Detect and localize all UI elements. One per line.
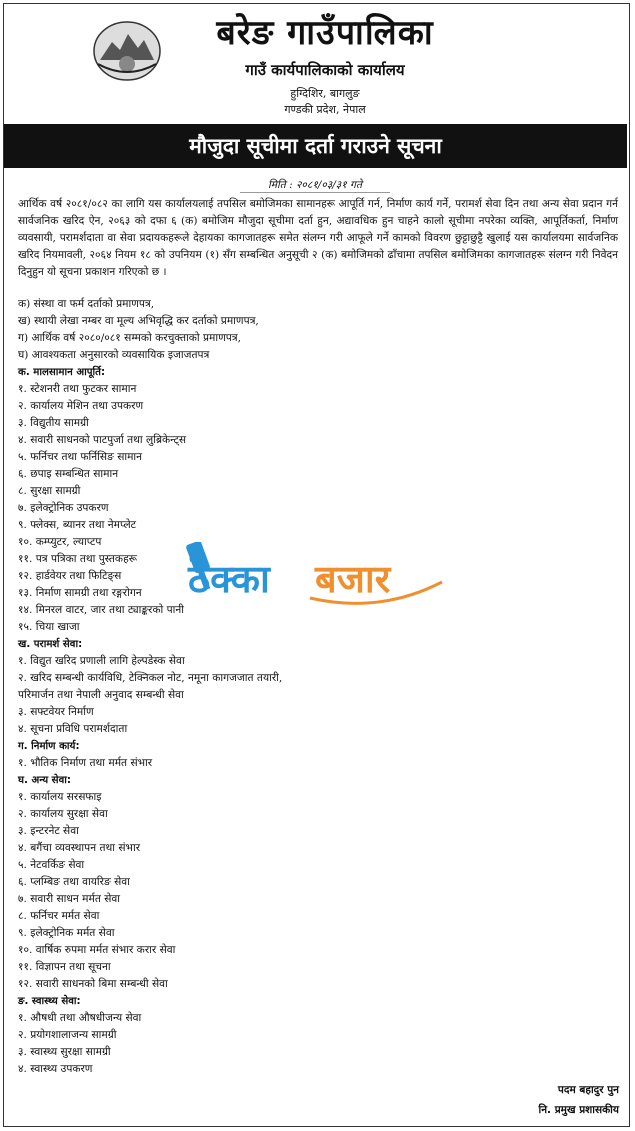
signatory-name: पदम बहादुर पुन	[557, 1084, 619, 1096]
svg-text:ठेक्का: ठेक्का	[188, 557, 270, 601]
list-item: परिमार्जन तथा नेपाली अनुवाद सम्बन्धी सेवा	[18, 689, 184, 701]
list-item: १०. कम्प्युटर, ल्याप्टप	[18, 536, 102, 548]
signatory-designation: नि. प्रमुख प्रशासकीय	[538, 1104, 619, 1116]
list-item: ९. फ्लेक्स, ब्यानर तथा नेमप्लेट	[18, 519, 136, 531]
list-item: ४. सूचना प्रविधि परामर्शदाता	[18, 723, 128, 735]
document-requirement: क) संस्था वा फर्म दर्ताको प्रमाणपत्र,	[18, 298, 155, 310]
list-item: १२. हार्डवेयर तथा फिटिङ्स	[18, 570, 122, 582]
list-item: १५. चिया खाजा	[18, 621, 80, 633]
document-requirement: ख) स्थायी लेखा नम्बर वा मूल्य अभिवृद्धि कर दर्ताको प्रमाणपत्र,	[18, 315, 259, 327]
list-item: ३. विद्युतीय सामग्री	[18, 417, 89, 429]
document-requirement: ग) आर्थिक वर्ष २०८०/०८१ सम्मको करचुक्ताको प्रमाणपत्र,	[18, 332, 241, 344]
list-item: २. प्रयोगशालाजन्य सामग्री	[18, 1029, 117, 1041]
office-subtitle: गाउँ कार्यपालिकाको कार्यालय	[245, 61, 405, 79]
list-item: ५. नेटवर्किङ सेवा	[18, 859, 85, 871]
list-item: ४. बगैंचा व्यवस्थापन तथा संभार	[18, 842, 141, 854]
nepal-emblem-icon	[92, 20, 162, 82]
list-item: ९. इलेक्ट्रोनिक मर्मत सेवा	[18, 927, 115, 939]
section-heading: घ. अन्य सेवा:	[18, 775, 71, 786]
list-item: ११. पत्र पत्रिका तथा पुस्तकहरू	[18, 553, 137, 565]
list-item: १. विद्युत खरिद प्रणाली लागि हेल्पडेस्क सेवा	[18, 655, 185, 667]
list-item: ८. फर्निचर मर्मत सेवा	[18, 910, 100, 922]
section-heading: ङ. स्वास्थ्य सेवा:	[18, 996, 81, 1007]
intro-paragraph: आर्थिक वर्ष २०८१/०८२ का लागि यस कार्यालयलाई तपसिल बमोजिमका सामानहरू आपूर्ति गर्न, निर्माण कार्य गर्ने, परामर्श सेवा दिन तथा अन्य सेवा प्रदान गर्न सार्वजनिक खरिद ऐन, २०६३ को दफा ६ (क) बमोजिम मौजुदा सूचीमा दर्ता हुन, अद्यावधिक हुन चाहने कालो सूचीमा नपरेका व्यक्ति, आपूर्तिकर्ता, निर्माण व्यवसायी, परामर्शदाता वा सेवा प्रदायकहरूले देहायका कागजातहरू समेत संलग्न गरी आफूले गर्ने कामको विवरण छुट्टाछुट्टै खुलाई यस कार्यालयमा सार्वजनिक खरिद नियमावली, २०६४ नियम १८ को उपनियम (१) सँग सम्बन्धित अनुसूची २ (क) बमोजिमको ढाँचामा तपसिल बमोजिमका कागजातहरू संलग्न गरी निवेदन दिनुहुन यो सूचना प्रकाशन गरिएको छ ।	[18, 198, 618, 278]
list-item: ७. इलेक्ट्रोनिक उपकरण	[18, 502, 109, 514]
list-item: ३. स्वास्थ्य सुरक्षा सामग्री	[18, 1046, 111, 1058]
list-item: १. औषधी तथा औषधीजन्य सेवा	[18, 1012, 142, 1024]
list-item: १. भौतिक निर्माण तथा मर्मत संभार	[18, 757, 153, 769]
section-heading: ग. निर्माण कार्य:	[18, 741, 80, 752]
list-item: १०. वार्षिक रुपमा मर्मत संभार करार सेवा	[18, 944, 176, 956]
list-item: ६. प्लम्बिङ तथा वायरिङ सेवा	[18, 876, 130, 888]
list-item: ११. विज्ञापन तथा सूचना	[18, 961, 111, 973]
list-item: १. कार्यालय सरसफाइ	[18, 791, 102, 803]
section-heading: ख. परामर्श सेवा:	[18, 639, 83, 650]
municipality-title: बरेङ गाउँपालिका	[216, 13, 434, 53]
notice-banner: मौजुदा सूचीमा दर्ता गराउने सूचना	[4, 124, 627, 168]
list-item: ८. सुरक्षा सामग्री	[18, 485, 81, 497]
notice-date: मिति : २०८१/०३/३१ गते	[240, 178, 390, 193]
notice-list	[18, 296, 618, 1078]
thekka-bazar-watermark	[180, 542, 470, 610]
list-item: २. खरिद सम्बन्धी कार्यविधि, टेक्निकल नोट, नमूना कागजजात तयारी,	[18, 672, 283, 684]
list-item: २. कार्यालय सुरक्षा सेवा	[18, 808, 108, 820]
list-item: ४. स्वास्थ्य उपकरण	[18, 1063, 93, 1075]
list-item: २. कार्यालय मेशिन तथा उपकरण	[18, 400, 144, 412]
section-heading: क. मालसामान आपूर्ति:	[18, 367, 106, 378]
address-line-2: गण्डकी प्रदेश, नेपाल	[284, 103, 366, 116]
list-item: ६. छपाइ सम्बन्धित सामान	[18, 468, 119, 480]
list-item: ३. सफ्टवेयर निर्माण	[18, 706, 94, 718]
list-item: ७. सवारी साधन मर्मत सेवा	[18, 893, 121, 905]
list-item: १४. मिनरल वाटर, जार तथा ट्याङ्करको पानी	[18, 604, 185, 616]
document-requirement: घ) आवश्यकता अनुसारको व्यवसायिक इजाजतपत्र	[18, 349, 210, 361]
list-item: १. स्टेशनरी तथा फुटकर सामान	[18, 383, 137, 395]
list-item: ३. इन्टरनेट सेवा	[18, 825, 79, 837]
svg-text:बजार: बजार	[315, 557, 391, 601]
address-line-1: हुग्दिशिर, बागलुङ	[290, 87, 360, 100]
list-item: १२. सवारी साधनको बिमा सम्बन्धी सेवा	[18, 978, 168, 990]
list-item: ५. फर्निचर तथा फर्निसिङ सामान	[18, 451, 143, 463]
list-item: १३. निर्माण सामग्री तथा रङ्गरोगन	[18, 587, 142, 599]
list-item: ४. सवारी साधनको पाटपुर्जा तथा लुब्रिकेन्ट्स	[18, 434, 186, 446]
